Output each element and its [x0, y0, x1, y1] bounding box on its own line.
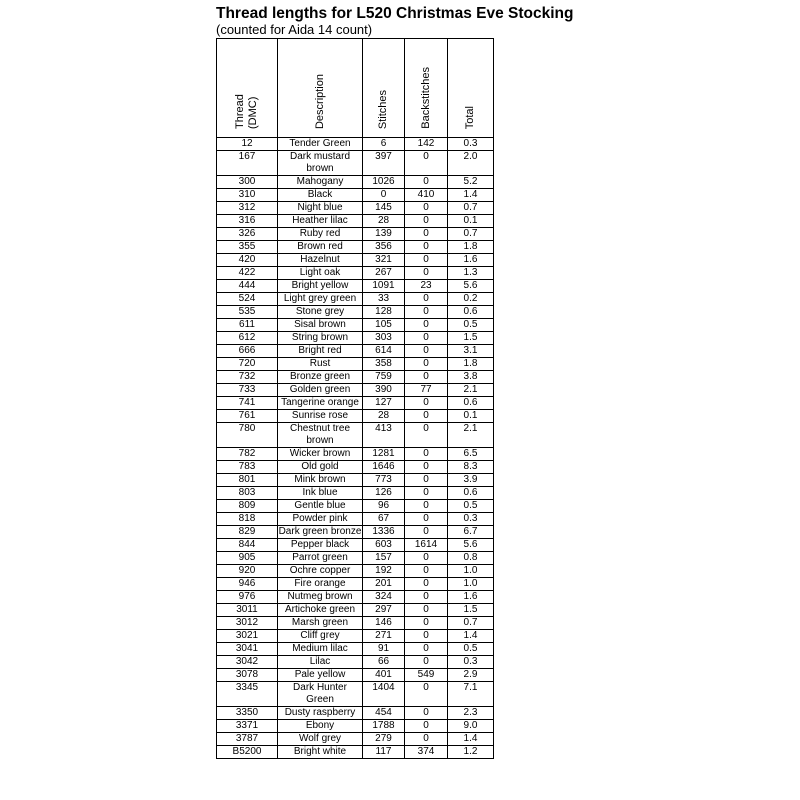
- cell-total: 0.3: [448, 138, 494, 151]
- cell-description: Bronze green: [278, 371, 363, 384]
- cell-description: Rust: [278, 358, 363, 371]
- cell-description: Dark mustard brown: [278, 151, 363, 176]
- cell-stitches: 454: [363, 707, 405, 720]
- cell-thread: 420: [217, 254, 278, 267]
- cell-thread: 312: [217, 202, 278, 215]
- cell-stitches: 66: [363, 656, 405, 669]
- cell-backstitches: 0: [405, 358, 448, 371]
- cell-stitches: 33: [363, 293, 405, 306]
- cell-backstitches: 0: [405, 578, 448, 591]
- cell-stitches: 603: [363, 539, 405, 552]
- table-row: [217, 345, 494, 358]
- cell-total: 0.6: [448, 397, 494, 410]
- cell-backstitches: 0: [405, 526, 448, 539]
- cell-description: Mink brown: [278, 474, 363, 487]
- cell-stitches: 1404: [363, 682, 405, 707]
- cell-stitches: 267: [363, 267, 405, 280]
- table-row: [217, 591, 494, 604]
- table-row: [217, 358, 494, 371]
- cell-total: 1.4: [448, 189, 494, 202]
- cell-thread: 355: [217, 241, 278, 254]
- cell-total: 0.8: [448, 552, 494, 565]
- cell-thread: 733: [217, 384, 278, 397]
- header-row: [217, 39, 494, 138]
- cell-thread: 782: [217, 448, 278, 461]
- cell-backstitches: 0: [405, 371, 448, 384]
- cell-description: Dusty raspberry: [278, 707, 363, 720]
- cell-thread: 300: [217, 176, 278, 189]
- cell-description: Cliff grey: [278, 630, 363, 643]
- cell-stitches: 1336: [363, 526, 405, 539]
- cell-thread: 829: [217, 526, 278, 539]
- cell-description: Sisal brown: [278, 319, 363, 332]
- cell-thread: 3078: [217, 669, 278, 682]
- table-row: [217, 474, 494, 487]
- table-row: [217, 526, 494, 539]
- header-stitches: Stitches: [363, 39, 405, 138]
- cell-stitches: 0: [363, 189, 405, 202]
- cell-description: Brown red: [278, 241, 363, 254]
- cell-stitches: 28: [363, 215, 405, 228]
- table-row: [217, 397, 494, 410]
- table-row: [217, 565, 494, 578]
- cell-thread: 946: [217, 578, 278, 591]
- table-row: [217, 241, 494, 254]
- cell-stitches: 117: [363, 746, 405, 759]
- cell-stitches: 1091: [363, 280, 405, 293]
- cell-stitches: 139: [363, 228, 405, 241]
- cell-backstitches: 0: [405, 487, 448, 500]
- cell-total: 1.5: [448, 332, 494, 345]
- cell-total: 3.9: [448, 474, 494, 487]
- cell-thread: 316: [217, 215, 278, 228]
- cell-stitches: 67: [363, 513, 405, 526]
- cell-thread: 809: [217, 500, 278, 513]
- cell-backstitches: 0: [405, 604, 448, 617]
- cell-description: Gentle blue: [278, 500, 363, 513]
- cell-description: Light oak: [278, 267, 363, 280]
- table-row: [217, 720, 494, 733]
- cell-description: Pepper black: [278, 539, 363, 552]
- cell-backstitches: 0: [405, 591, 448, 604]
- cell-backstitches: 0: [405, 293, 448, 306]
- cell-stitches: 157: [363, 552, 405, 565]
- cell-thread: 3350: [217, 707, 278, 720]
- cell-backstitches: 0: [405, 228, 448, 241]
- cell-total: 1.4: [448, 630, 494, 643]
- table-row: [217, 669, 494, 682]
- cell-thread: 3787: [217, 733, 278, 746]
- cell-total: 6.7: [448, 526, 494, 539]
- cell-stitches: 145: [363, 202, 405, 215]
- cell-description: Ochre copper: [278, 565, 363, 578]
- cell-backstitches: 0: [405, 410, 448, 423]
- cell-description: Dark green bronze: [278, 526, 362, 537]
- cell-thread: 12: [217, 138, 278, 151]
- cell-description: Fire orange: [278, 578, 363, 591]
- cell-backstitches: 0: [405, 202, 448, 215]
- cell-total: 1.0: [448, 578, 494, 591]
- table-row: [217, 656, 494, 669]
- cell-stitches: 128: [363, 306, 405, 319]
- cell-description: String brown: [278, 332, 363, 345]
- cell-stitches: 1646: [363, 461, 405, 474]
- cell-backstitches: 0: [405, 513, 448, 526]
- cell-description: Golden green: [278, 384, 363, 397]
- cell-thread: 732: [217, 371, 278, 384]
- cell-stitches: 358: [363, 358, 405, 371]
- cell-backstitches: 0: [405, 151, 448, 176]
- cell-backstitches: 142: [405, 138, 448, 151]
- table-row: [217, 500, 494, 513]
- cell-total: 2.3: [448, 707, 494, 720]
- cell-stitches: 759: [363, 371, 405, 384]
- cell-thread: 844: [217, 539, 278, 552]
- cell-total: 9.0: [448, 720, 494, 733]
- cell-total: 8.3: [448, 461, 494, 474]
- cell-backstitches: 0: [405, 682, 448, 707]
- table-row: [217, 215, 494, 228]
- cell-thread: 818: [217, 513, 278, 526]
- cell-thread: 3011: [217, 604, 278, 617]
- cell-total: 0.5: [448, 643, 494, 656]
- cell-stitches: 146: [363, 617, 405, 630]
- cell-thread: 3021: [217, 630, 278, 643]
- cell-backstitches: 0: [405, 630, 448, 643]
- cell-backstitches: 1614: [405, 539, 448, 552]
- table-row: [217, 746, 494, 759]
- cell-total: 0.6: [448, 487, 494, 500]
- cell-backstitches: 0: [405, 423, 448, 448]
- cell-thread: 535: [217, 306, 278, 319]
- table-row: [217, 410, 494, 423]
- cell-backstitches: 410: [405, 189, 448, 202]
- cell-total: 1.8: [448, 358, 494, 371]
- cell-backstitches: 0: [405, 500, 448, 513]
- cell-thread: 741: [217, 397, 278, 410]
- cell-thread: 3042: [217, 656, 278, 669]
- cell-backstitches: 0: [405, 643, 448, 656]
- cell-description: Nutmeg brown: [278, 591, 363, 604]
- cell-description: Artichoke green: [278, 604, 363, 617]
- cell-stitches: 192: [363, 565, 405, 578]
- cell-total: 6.5: [448, 448, 494, 461]
- cell-thread: 761: [217, 410, 278, 423]
- table-row: [217, 707, 494, 720]
- table-row: [217, 189, 494, 202]
- table-row: [217, 138, 494, 151]
- cell-description: Old gold: [278, 461, 363, 474]
- cell-total: 0.3: [448, 656, 494, 669]
- cell-stitches: 1281: [363, 448, 405, 461]
- cell-total: 0.7: [448, 617, 494, 630]
- table-row: [217, 423, 494, 448]
- table-row: [217, 461, 494, 474]
- cell-backstitches: 77: [405, 384, 448, 397]
- cell-backstitches: 0: [405, 552, 448, 565]
- table-row: [217, 371, 494, 384]
- page-title: Thread lengths for L520 Christmas Eve Stocking: [216, 5, 574, 22]
- cell-total: 2.1: [448, 423, 494, 448]
- cell-thread: 612: [217, 332, 278, 345]
- cell-description: Pale yellow: [278, 669, 363, 682]
- cell-thread: 3012: [217, 617, 278, 630]
- cell-stitches: 390: [363, 384, 405, 397]
- cell-total: 1.8: [448, 241, 494, 254]
- table-row: [217, 552, 494, 565]
- table-row: [217, 319, 494, 332]
- cell-stitches: 413: [363, 423, 405, 448]
- cell-total: 0.7: [448, 228, 494, 241]
- page-subtitle: (counted for Aida 14 count): [216, 22, 373, 37]
- cell-stitches: 614: [363, 345, 405, 358]
- cell-backstitches: 374: [405, 746, 448, 759]
- cell-thread: 326: [217, 228, 278, 241]
- cell-stitches: 6: [363, 138, 405, 151]
- cell-thread: 310: [217, 189, 278, 202]
- cell-description: Tender Green: [278, 138, 363, 151]
- thread-table: [216, 38, 494, 759]
- cell-description: Dark Hunter Green: [278, 682, 363, 707]
- cell-thread: 3041: [217, 643, 278, 656]
- cell-stitches: 1026: [363, 176, 405, 189]
- cell-description: Parrot green: [278, 552, 363, 565]
- table-row: [217, 151, 494, 176]
- cell-total: 1.4: [448, 733, 494, 746]
- cell-description: Wicker brown: [278, 448, 363, 461]
- cell-thread: 803: [217, 487, 278, 500]
- table-row: [217, 202, 494, 215]
- cell-backstitches: 0: [405, 254, 448, 267]
- cell-description: Black: [278, 189, 363, 202]
- cell-description: Bright red: [278, 345, 363, 358]
- cell-description: Lilac: [278, 656, 363, 669]
- cell-stitches: 105: [363, 319, 405, 332]
- cell-total: 3.1: [448, 345, 494, 358]
- table-row: [217, 733, 494, 746]
- cell-stitches: 91: [363, 643, 405, 656]
- cell-description: Light grey green: [278, 293, 363, 306]
- cell-total: 1.6: [448, 591, 494, 604]
- table-row: [217, 604, 494, 617]
- table-row: [217, 539, 494, 552]
- cell-thread: 920: [217, 565, 278, 578]
- table-row: [217, 630, 494, 643]
- cell-stitches: 356: [363, 241, 405, 254]
- cell-backstitches: 0: [405, 176, 448, 189]
- cell-total: 0.6: [448, 306, 494, 319]
- cell-backstitches: 0: [405, 656, 448, 669]
- cell-total: 0.3: [448, 513, 494, 526]
- cell-backstitches: 0: [405, 397, 448, 410]
- cell-total: 5.2: [448, 176, 494, 189]
- cell-description: Tangerine orange: [278, 397, 363, 410]
- cell-thread: 780: [217, 423, 278, 448]
- cell-backstitches: 0: [405, 707, 448, 720]
- cell-description: Marsh green: [278, 617, 363, 630]
- cell-thread: B5200: [217, 746, 278, 759]
- cell-total: 0.5: [448, 319, 494, 332]
- cell-backstitches: 0: [405, 565, 448, 578]
- cell-backstitches: 0: [405, 733, 448, 746]
- cell-description: Chestnut tree brown: [278, 423, 363, 448]
- cell-stitches: 1788: [363, 720, 405, 733]
- cell-stitches: 773: [363, 474, 405, 487]
- cell-stitches: 126: [363, 487, 405, 500]
- cell-total: 0.1: [448, 410, 494, 423]
- cell-thread: 3371: [217, 720, 278, 733]
- table-row: [217, 293, 494, 306]
- table-row: [217, 254, 494, 267]
- table-row: [217, 332, 494, 345]
- cell-backstitches: 0: [405, 617, 448, 630]
- cell-stitches: 297: [363, 604, 405, 617]
- table-row: [217, 384, 494, 397]
- cell-backstitches: 0: [405, 448, 448, 461]
- header-backstitches: Backstitches: [405, 39, 448, 138]
- cell-description: Heather lilac: [278, 215, 363, 228]
- cell-description: Hazelnut: [278, 254, 363, 267]
- cell-total: 7.1: [448, 682, 494, 707]
- cell-total: 2.1: [448, 384, 494, 397]
- cell-backstitches: 0: [405, 267, 448, 280]
- cell-total: 1.5: [448, 604, 494, 617]
- cell-backstitches: 0: [405, 319, 448, 332]
- cell-thread: 666: [217, 345, 278, 358]
- table-row: [217, 267, 494, 280]
- cell-total: 0.1: [448, 215, 494, 228]
- cell-stitches: 201: [363, 578, 405, 591]
- cell-description: Medium lilac: [278, 643, 363, 656]
- cell-description: Night blue: [278, 202, 363, 215]
- table-row: [217, 306, 494, 319]
- cell-thread: 801: [217, 474, 278, 487]
- cell-total: 2.9: [448, 669, 494, 682]
- cell-thread: 976: [217, 591, 278, 604]
- cell-thread: 3345: [217, 682, 278, 707]
- cell-total: 0.5: [448, 500, 494, 513]
- cell-stitches: 397: [363, 151, 405, 176]
- cell-stitches: 271: [363, 630, 405, 643]
- table-row: [217, 176, 494, 189]
- cell-total: 1.2: [448, 746, 494, 759]
- table-row: [217, 228, 494, 241]
- table-row: [217, 617, 494, 630]
- cell-backstitches: 549: [405, 669, 448, 682]
- table-row: [217, 682, 494, 707]
- table-row: [217, 448, 494, 461]
- cell-stitches: 28: [363, 410, 405, 423]
- cell-backstitches: 0: [405, 474, 448, 487]
- cell-total: 3.8: [448, 371, 494, 384]
- cell-description: Bright yellow: [278, 280, 363, 293]
- cell-backstitches: 0: [405, 461, 448, 474]
- cell-stitches: 321: [363, 254, 405, 267]
- cell-thread: 720: [217, 358, 278, 371]
- cell-thread: 167: [217, 151, 278, 176]
- cell-backstitches: 0: [405, 306, 448, 319]
- cell-description: Mahogany: [278, 176, 363, 189]
- cell-description: Bright white: [278, 746, 363, 759]
- cell-thread: 422: [217, 267, 278, 280]
- cell-total: 1.3: [448, 267, 494, 280]
- cell-stitches: 303: [363, 332, 405, 345]
- cell-stitches: 96: [363, 500, 405, 513]
- cell-stitches: 324: [363, 591, 405, 604]
- cell-thread: 524: [217, 293, 278, 306]
- cell-description: Ink blue: [278, 487, 363, 500]
- table-row: [217, 643, 494, 656]
- cell-total: 2.0: [448, 151, 494, 176]
- cell-backstitches: 0: [405, 241, 448, 254]
- cell-thread: 905: [217, 552, 278, 565]
- cell-description: Wolf grey: [278, 733, 363, 746]
- cell-description: Stone grey: [278, 306, 363, 319]
- table-row: [217, 513, 494, 526]
- cell-description: Ebony: [278, 720, 363, 733]
- table-row: [217, 280, 494, 293]
- cell-backstitches: 0: [405, 720, 448, 733]
- table-row: [217, 578, 494, 591]
- header-total: Total: [448, 39, 494, 138]
- cell-backstitches: 0: [405, 332, 448, 345]
- cell-backstitches: 0: [405, 215, 448, 228]
- cell-total: 0.7: [448, 202, 494, 215]
- cell-stitches: 401: [363, 669, 405, 682]
- cell-backstitches: 0: [405, 345, 448, 358]
- cell-thread: 783: [217, 461, 278, 474]
- table-row: [217, 487, 494, 500]
- cell-description: Ruby red: [278, 228, 363, 241]
- cell-thread: 444: [217, 280, 278, 293]
- cell-total: 5.6: [448, 280, 494, 293]
- cell-total: 5.6: [448, 539, 494, 552]
- header-thread: Thread (DMC): [217, 39, 278, 138]
- cell-description: Powder pink: [278, 513, 363, 526]
- cell-backstitches: 23: [405, 280, 448, 293]
- cell-description: Sunrise rose: [278, 410, 363, 423]
- cell-thread: 611: [217, 319, 278, 332]
- cell-total: 1.0: [448, 565, 494, 578]
- cell-total: 0.2: [448, 293, 494, 306]
- cell-stitches: 127: [363, 397, 405, 410]
- cell-stitches: 279: [363, 733, 405, 746]
- cell-total: 1.6: [448, 254, 494, 267]
- header-description: Description: [278, 39, 363, 138]
